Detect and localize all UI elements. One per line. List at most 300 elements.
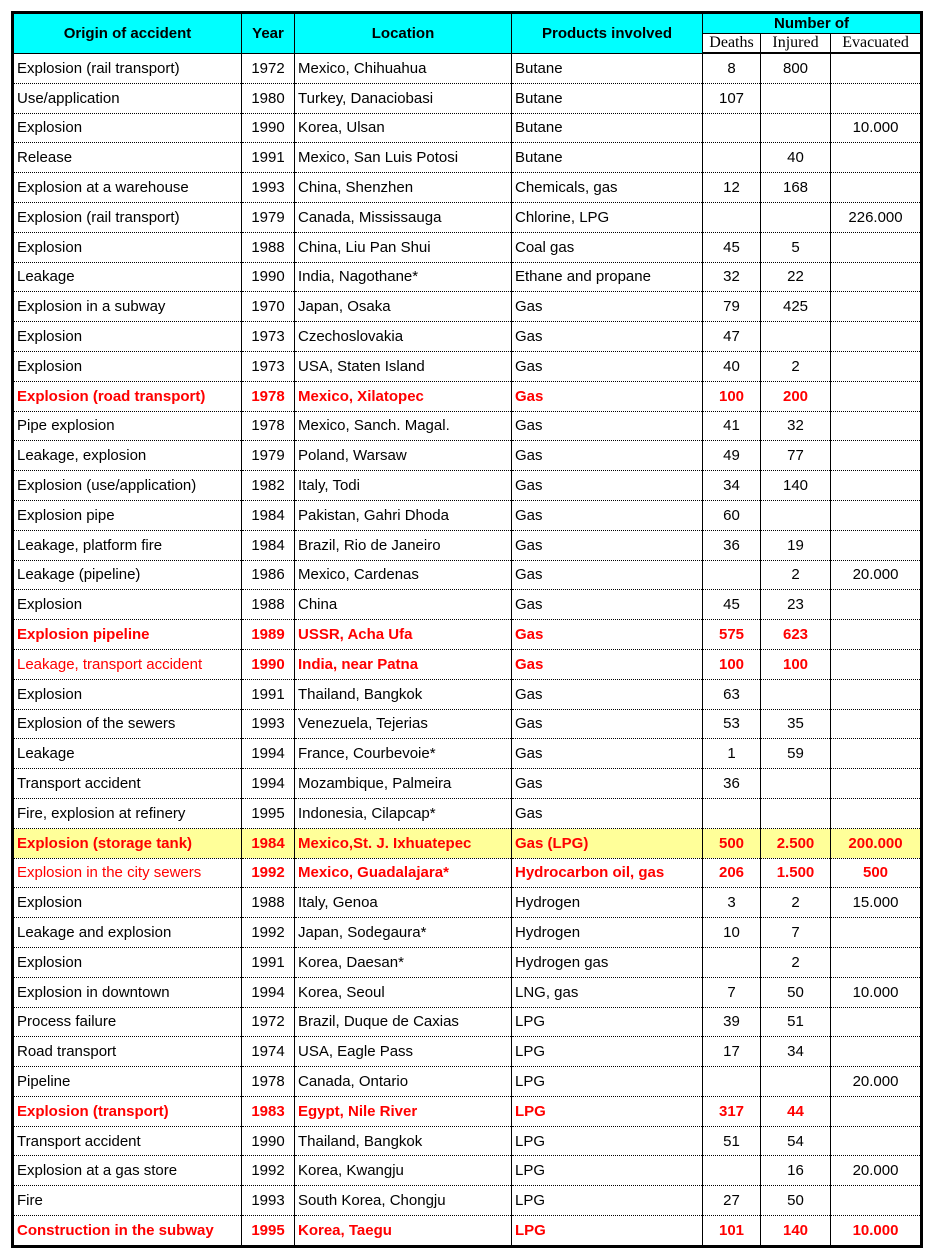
- deaths-cell: 206: [703, 858, 761, 888]
- evacuated-cell: 10.000: [831, 113, 922, 143]
- injured-cell: 50: [761, 977, 831, 1007]
- injured-cell: 32: [761, 411, 831, 441]
- year-cell: 1991: [242, 143, 295, 173]
- year-cell: 1970: [242, 292, 295, 322]
- product-cell: Gas: [512, 471, 703, 501]
- injured-cell: [761, 500, 831, 530]
- accident-table-container: [11, 11, 923, 1248]
- product-cell: Gas: [512, 351, 703, 381]
- year-cell: 1982: [242, 471, 295, 501]
- deaths-cell: 7: [703, 977, 761, 1007]
- location-cell: Korea, Taegu: [295, 1216, 512, 1247]
- origin-cell: Transport accident: [13, 1126, 242, 1156]
- deaths-cell: 49: [703, 441, 761, 471]
- deaths-cell: 36: [703, 530, 761, 560]
- products-header: Products involved: [512, 13, 703, 54]
- injured-cell: 100: [761, 649, 831, 679]
- deaths-cell: 575: [703, 620, 761, 650]
- injured-cell: [761, 769, 831, 799]
- product-cell: Gas: [512, 500, 703, 530]
- location-cell: Mexico,St. J. Ixhuatepec: [295, 828, 512, 858]
- injured-cell: 77: [761, 441, 831, 471]
- year-cell: 1978: [242, 1067, 295, 1097]
- deaths-cell: [703, 1156, 761, 1186]
- injured-cell: 7: [761, 918, 831, 948]
- deaths-cell: 53: [703, 709, 761, 739]
- location-cell: Brazil, Duque de Caxias: [295, 1007, 512, 1037]
- location-cell: Japan, Osaka: [295, 292, 512, 322]
- injured-cell: [761, 83, 831, 113]
- evacuated-cell: [831, 590, 922, 620]
- location-cell: Brazil, Rio de Janeiro: [295, 530, 512, 560]
- origin-cell: Explosion at a warehouse: [13, 173, 242, 203]
- location-cell: Mexico, San Luis Potosi: [295, 143, 512, 173]
- product-cell: Butane: [512, 83, 703, 113]
- evacuated-cell: [831, 173, 922, 203]
- product-cell: Gas: [512, 679, 703, 709]
- origin-cell: Explosion: [13, 351, 242, 381]
- evacuated-cell: [831, 1126, 922, 1156]
- injured-cell: 59: [761, 739, 831, 769]
- table-row: [13, 441, 922, 471]
- product-cell: Gas: [512, 381, 703, 411]
- year-cell: 1973: [242, 322, 295, 352]
- origin-cell: Fire, explosion at refinery: [13, 798, 242, 828]
- evacuated-cell: [831, 709, 922, 739]
- table-row: [13, 113, 922, 143]
- evacuated-cell: [831, 262, 922, 292]
- origin-cell: Leakage, transport accident: [13, 649, 242, 679]
- year-cell: 1990: [242, 1126, 295, 1156]
- origin-cell: Explosion: [13, 232, 242, 262]
- origin-cell: Leakage, explosion: [13, 441, 242, 471]
- injured-cell: 800: [761, 53, 831, 83]
- location-cell: Venezuela, Tejerias: [295, 709, 512, 739]
- origin-cell: Explosion (road transport): [13, 381, 242, 411]
- location-cell: South Korea, Chongju: [295, 1186, 512, 1216]
- year-cell: 1993: [242, 709, 295, 739]
- deaths-cell: 45: [703, 232, 761, 262]
- origin-cell: Explosion: [13, 947, 242, 977]
- table-row: [13, 1067, 922, 1097]
- year-cell: 1995: [242, 798, 295, 828]
- deaths-cell: [703, 143, 761, 173]
- product-cell: Gas: [512, 769, 703, 799]
- year-cell: 1994: [242, 739, 295, 769]
- injured-cell: 200: [761, 381, 831, 411]
- origin-cell: Explosion (storage tank): [13, 828, 242, 858]
- evacuated-cell: [831, 83, 922, 113]
- injured-cell: 168: [761, 173, 831, 203]
- evacuated-cell: 500: [831, 858, 922, 888]
- location-cell: France, Courbevoie*: [295, 739, 512, 769]
- deaths-cell: 63: [703, 679, 761, 709]
- deaths-cell: [703, 1067, 761, 1097]
- year-cell: 1993: [242, 173, 295, 203]
- deaths-cell: 41: [703, 411, 761, 441]
- origin-cell: Explosion pipe: [13, 500, 242, 530]
- table-row: [13, 679, 922, 709]
- table-row: [13, 828, 922, 858]
- deaths-cell: 10: [703, 918, 761, 948]
- table-row: [13, 292, 922, 322]
- product-cell: Hydrogen: [512, 918, 703, 948]
- product-cell: Chemicals, gas: [512, 173, 703, 203]
- product-cell: Coal gas: [512, 232, 703, 262]
- deaths-cell: 36: [703, 769, 761, 799]
- injured-cell: 2: [761, 560, 831, 590]
- injured-cell: [761, 322, 831, 352]
- location-cell: Japan, Sodegaura*: [295, 918, 512, 948]
- year-cell: 1988: [242, 888, 295, 918]
- evacuated-cell: [831, 1096, 922, 1126]
- table-row: [13, 947, 922, 977]
- origin-cell: Release: [13, 143, 242, 173]
- origin-cell: Leakage, platform fire: [13, 530, 242, 560]
- year-cell: 1991: [242, 947, 295, 977]
- origin-cell: Use/application: [13, 83, 242, 113]
- evacuated-cell: 200.000: [831, 828, 922, 858]
- origin-cell: Construction in the subway: [13, 1216, 242, 1247]
- location-cell: India, near Patna: [295, 649, 512, 679]
- origin-cell: Explosion: [13, 888, 242, 918]
- product-cell: Gas: [512, 590, 703, 620]
- table-row: [13, 1096, 922, 1126]
- product-cell: LPG: [512, 1096, 703, 1126]
- evacuated-cell: [831, 918, 922, 948]
- year-cell: 1994: [242, 977, 295, 1007]
- injured-cell: 19: [761, 530, 831, 560]
- deaths-cell: [703, 560, 761, 590]
- product-cell: Gas: [512, 560, 703, 590]
- product-cell: LPG: [512, 1007, 703, 1037]
- year-cell: 1972: [242, 1007, 295, 1037]
- year-cell: 1972: [242, 53, 295, 83]
- year-cell: 1984: [242, 530, 295, 560]
- evacuated-cell: [831, 441, 922, 471]
- deaths-cell: 79: [703, 292, 761, 322]
- evacuated-cell: 10.000: [831, 1216, 922, 1247]
- year-cell: 1983: [242, 1096, 295, 1126]
- location-cell: Egypt, Nile River: [295, 1096, 512, 1126]
- location-cell: India, Nagothane*: [295, 262, 512, 292]
- deaths-cell: 39: [703, 1007, 761, 1037]
- evacuated-cell: 20.000: [831, 1156, 922, 1186]
- origin-cell: Road transport: [13, 1037, 242, 1067]
- location-cell: China, Liu Pan Shui: [295, 232, 512, 262]
- injured-cell: [761, 798, 831, 828]
- injured-cell: 1.500: [761, 858, 831, 888]
- evacuated-cell: [831, 322, 922, 352]
- table-row: [13, 977, 922, 1007]
- table-row: [13, 381, 922, 411]
- year-cell: 1988: [242, 232, 295, 262]
- evacuated-cell: [831, 1007, 922, 1037]
- table-row: [13, 1216, 922, 1247]
- table-row: [13, 83, 922, 113]
- evacuated-cell: [831, 232, 922, 262]
- origin-cell: Pipeline: [13, 1067, 242, 1097]
- product-cell: Gas: [512, 620, 703, 650]
- product-cell: Ethane and propane: [512, 262, 703, 292]
- table-row: [13, 709, 922, 739]
- evacuated-header: Evacuated: [831, 34, 922, 54]
- deaths-cell: 17: [703, 1037, 761, 1067]
- year-cell: 1984: [242, 828, 295, 858]
- product-cell: Gas: [512, 739, 703, 769]
- location-cell: Italy, Genoa: [295, 888, 512, 918]
- product-cell: Gas: [512, 292, 703, 322]
- deaths-cell: 100: [703, 381, 761, 411]
- deaths-cell: [703, 798, 761, 828]
- deaths-cell: 45: [703, 590, 761, 620]
- product-cell: LPG: [512, 1037, 703, 1067]
- year-cell: 1984: [242, 500, 295, 530]
- injured-cell: [761, 202, 831, 232]
- location-cell: Czechoslovakia: [295, 322, 512, 352]
- injured-cell: 35: [761, 709, 831, 739]
- year-cell: 1990: [242, 262, 295, 292]
- origin-cell: Fire: [13, 1186, 242, 1216]
- location-cell: Mexico, Chihuahua: [295, 53, 512, 83]
- injured-cell: 2: [761, 888, 831, 918]
- origin-cell: Explosion in downtown: [13, 977, 242, 1007]
- product-cell: Butane: [512, 143, 703, 173]
- table-row: [13, 322, 922, 352]
- product-cell: Hydrogen: [512, 888, 703, 918]
- injured-header: Injured: [761, 34, 831, 54]
- injured-cell: 51: [761, 1007, 831, 1037]
- origin-cell: Pipe explosion: [13, 411, 242, 441]
- injured-cell: 2.500: [761, 828, 831, 858]
- evacuated-cell: [831, 620, 922, 650]
- location-cell: China, Shenzhen: [295, 173, 512, 203]
- injured-cell: [761, 679, 831, 709]
- origin-cell: Explosion pipeline: [13, 620, 242, 650]
- table-row: [13, 202, 922, 232]
- evacuated-cell: [831, 649, 922, 679]
- table-row: [13, 530, 922, 560]
- table-row: [13, 888, 922, 918]
- table-row: [13, 858, 922, 888]
- evacuated-cell: 10.000: [831, 977, 922, 1007]
- table-row: [13, 143, 922, 173]
- location-cell: Thailand, Bangkok: [295, 679, 512, 709]
- location-cell: Italy, Todi: [295, 471, 512, 501]
- evacuated-cell: [831, 1037, 922, 1067]
- injured-cell: 16: [761, 1156, 831, 1186]
- deaths-cell: 60: [703, 500, 761, 530]
- year-cell: 1979: [242, 202, 295, 232]
- location-cell: Mexico, Xilatopec: [295, 381, 512, 411]
- table-row: [13, 411, 922, 441]
- table-row: [13, 1007, 922, 1037]
- location-header: Location: [295, 13, 512, 54]
- deaths-cell: 101: [703, 1216, 761, 1247]
- evacuated-cell: 226.000: [831, 202, 922, 232]
- location-cell: Mexico, Guadalajara*: [295, 858, 512, 888]
- injured-cell: 34: [761, 1037, 831, 1067]
- origin-cell: Explosion at a gas store: [13, 1156, 242, 1186]
- deaths-cell: 8: [703, 53, 761, 83]
- deaths-cell: 32: [703, 262, 761, 292]
- location-cell: USSR, Acha Ufa: [295, 620, 512, 650]
- location-cell: Mexico, Sanch. Magal.: [295, 411, 512, 441]
- deaths-header: Deaths: [703, 34, 761, 54]
- table-row: [13, 471, 922, 501]
- deaths-cell: 100: [703, 649, 761, 679]
- origin-cell: Explosion (transport): [13, 1096, 242, 1126]
- origin-cell: Explosion: [13, 113, 242, 143]
- evacuated-cell: [831, 739, 922, 769]
- evacuated-cell: [831, 351, 922, 381]
- year-header: Year: [242, 13, 295, 54]
- location-cell: Turkey, Danaciobasi: [295, 83, 512, 113]
- location-cell: China: [295, 590, 512, 620]
- evacuated-cell: 20.000: [831, 1067, 922, 1097]
- product-cell: Gas (LPG): [512, 828, 703, 858]
- product-cell: LPG: [512, 1156, 703, 1186]
- accident-table: [11, 11, 923, 1248]
- evacuated-cell: [831, 411, 922, 441]
- injured-cell: 23: [761, 590, 831, 620]
- origin-cell: Explosion (rail transport): [13, 202, 242, 232]
- evacuated-cell: [831, 53, 922, 83]
- product-cell: Butane: [512, 113, 703, 143]
- table-row: [13, 173, 922, 203]
- table-row: [13, 351, 922, 381]
- location-cell: Canada, Mississauga: [295, 202, 512, 232]
- injured-cell: 5: [761, 232, 831, 262]
- year-cell: 1989: [242, 620, 295, 650]
- product-cell: Gas: [512, 530, 703, 560]
- product-cell: Gas: [512, 411, 703, 441]
- injured-cell: 425: [761, 292, 831, 322]
- location-cell: Mozambique, Palmeira: [295, 769, 512, 799]
- deaths-cell: 1: [703, 739, 761, 769]
- evacuated-cell: [831, 679, 922, 709]
- evacuated-cell: [831, 530, 922, 560]
- origin-cell: Explosion (use/application): [13, 471, 242, 501]
- table-row: [13, 918, 922, 948]
- table-row: [13, 560, 922, 590]
- deaths-cell: 107: [703, 83, 761, 113]
- deaths-cell: 500: [703, 828, 761, 858]
- injured-cell: 22: [761, 262, 831, 292]
- table-body: [13, 53, 922, 1246]
- origin-cell: Leakage: [13, 739, 242, 769]
- deaths-cell: [703, 113, 761, 143]
- origin-cell: Transport accident: [13, 769, 242, 799]
- evacuated-cell: [831, 769, 922, 799]
- table-row: [13, 1126, 922, 1156]
- year-cell: 1995: [242, 1216, 295, 1247]
- injured-cell: 2: [761, 947, 831, 977]
- year-cell: 1992: [242, 858, 295, 888]
- injured-cell: 44: [761, 1096, 831, 1126]
- product-cell: Gas: [512, 322, 703, 352]
- product-cell: LNG, gas: [512, 977, 703, 1007]
- product-cell: LPG: [512, 1126, 703, 1156]
- origin-cell: Explosion: [13, 590, 242, 620]
- table-row: [13, 1186, 922, 1216]
- deaths-cell: 51: [703, 1126, 761, 1156]
- location-cell: Poland, Warsaw: [295, 441, 512, 471]
- product-cell: LPG: [512, 1216, 703, 1247]
- injured-cell: 50: [761, 1186, 831, 1216]
- product-cell: Chlorine, LPG: [512, 202, 703, 232]
- product-cell: Hydrogen gas: [512, 947, 703, 977]
- injured-cell: 623: [761, 620, 831, 650]
- year-cell: 1978: [242, 381, 295, 411]
- location-cell: Pakistan, Gahri Dhoda: [295, 500, 512, 530]
- year-cell: 1988: [242, 590, 295, 620]
- location-cell: Canada, Ontario: [295, 1067, 512, 1097]
- location-cell: USA, Eagle Pass: [295, 1037, 512, 1067]
- origin-cell: Explosion: [13, 322, 242, 352]
- injured-cell: [761, 1067, 831, 1097]
- table-row: [13, 649, 922, 679]
- injured-cell: 40: [761, 143, 831, 173]
- header-row: [13, 13, 922, 34]
- injured-cell: 140: [761, 471, 831, 501]
- table-row: [13, 620, 922, 650]
- table-row: [13, 739, 922, 769]
- origin-header: Origin of accident: [13, 13, 242, 54]
- table-row: [13, 1037, 922, 1067]
- year-cell: 1973: [242, 351, 295, 381]
- product-cell: Gas: [512, 649, 703, 679]
- deaths-cell: 34: [703, 471, 761, 501]
- origin-cell: Explosion of the sewers: [13, 709, 242, 739]
- table-row: [13, 500, 922, 530]
- deaths-cell: 317: [703, 1096, 761, 1126]
- location-cell: USA, Staten Island: [295, 351, 512, 381]
- deaths-cell: 27: [703, 1186, 761, 1216]
- location-cell: Korea, Daesan*: [295, 947, 512, 977]
- origin-cell: Leakage and explosion: [13, 918, 242, 948]
- injured-cell: 54: [761, 1126, 831, 1156]
- origin-cell: Explosion in the city sewers: [13, 858, 242, 888]
- evacuated-cell: [831, 798, 922, 828]
- location-cell: Thailand, Bangkok: [295, 1126, 512, 1156]
- year-cell: 1993: [242, 1186, 295, 1216]
- evacuated-cell: [831, 143, 922, 173]
- table-row: [13, 262, 922, 292]
- location-cell: Mexico, Cardenas: [295, 560, 512, 590]
- evacuated-cell: 20.000: [831, 560, 922, 590]
- evacuated-cell: [831, 500, 922, 530]
- year-cell: 1990: [242, 649, 295, 679]
- deaths-cell: 3: [703, 888, 761, 918]
- evacuated-cell: [831, 292, 922, 322]
- origin-cell: Explosion in a subway: [13, 292, 242, 322]
- deaths-cell: [703, 947, 761, 977]
- table-row: [13, 769, 922, 799]
- injured-cell: 140: [761, 1216, 831, 1247]
- evacuated-cell: [831, 1186, 922, 1216]
- product-cell: LPG: [512, 1067, 703, 1097]
- table-row: [13, 590, 922, 620]
- product-cell: Gas: [512, 798, 703, 828]
- year-cell: 1994: [242, 769, 295, 799]
- origin-cell: Explosion: [13, 679, 242, 709]
- product-cell: Butane: [512, 53, 703, 83]
- product-cell: Gas: [512, 441, 703, 471]
- product-cell: LPG: [512, 1186, 703, 1216]
- evacuated-cell: [831, 381, 922, 411]
- location-cell: Indonesia, Cilapcap*: [295, 798, 512, 828]
